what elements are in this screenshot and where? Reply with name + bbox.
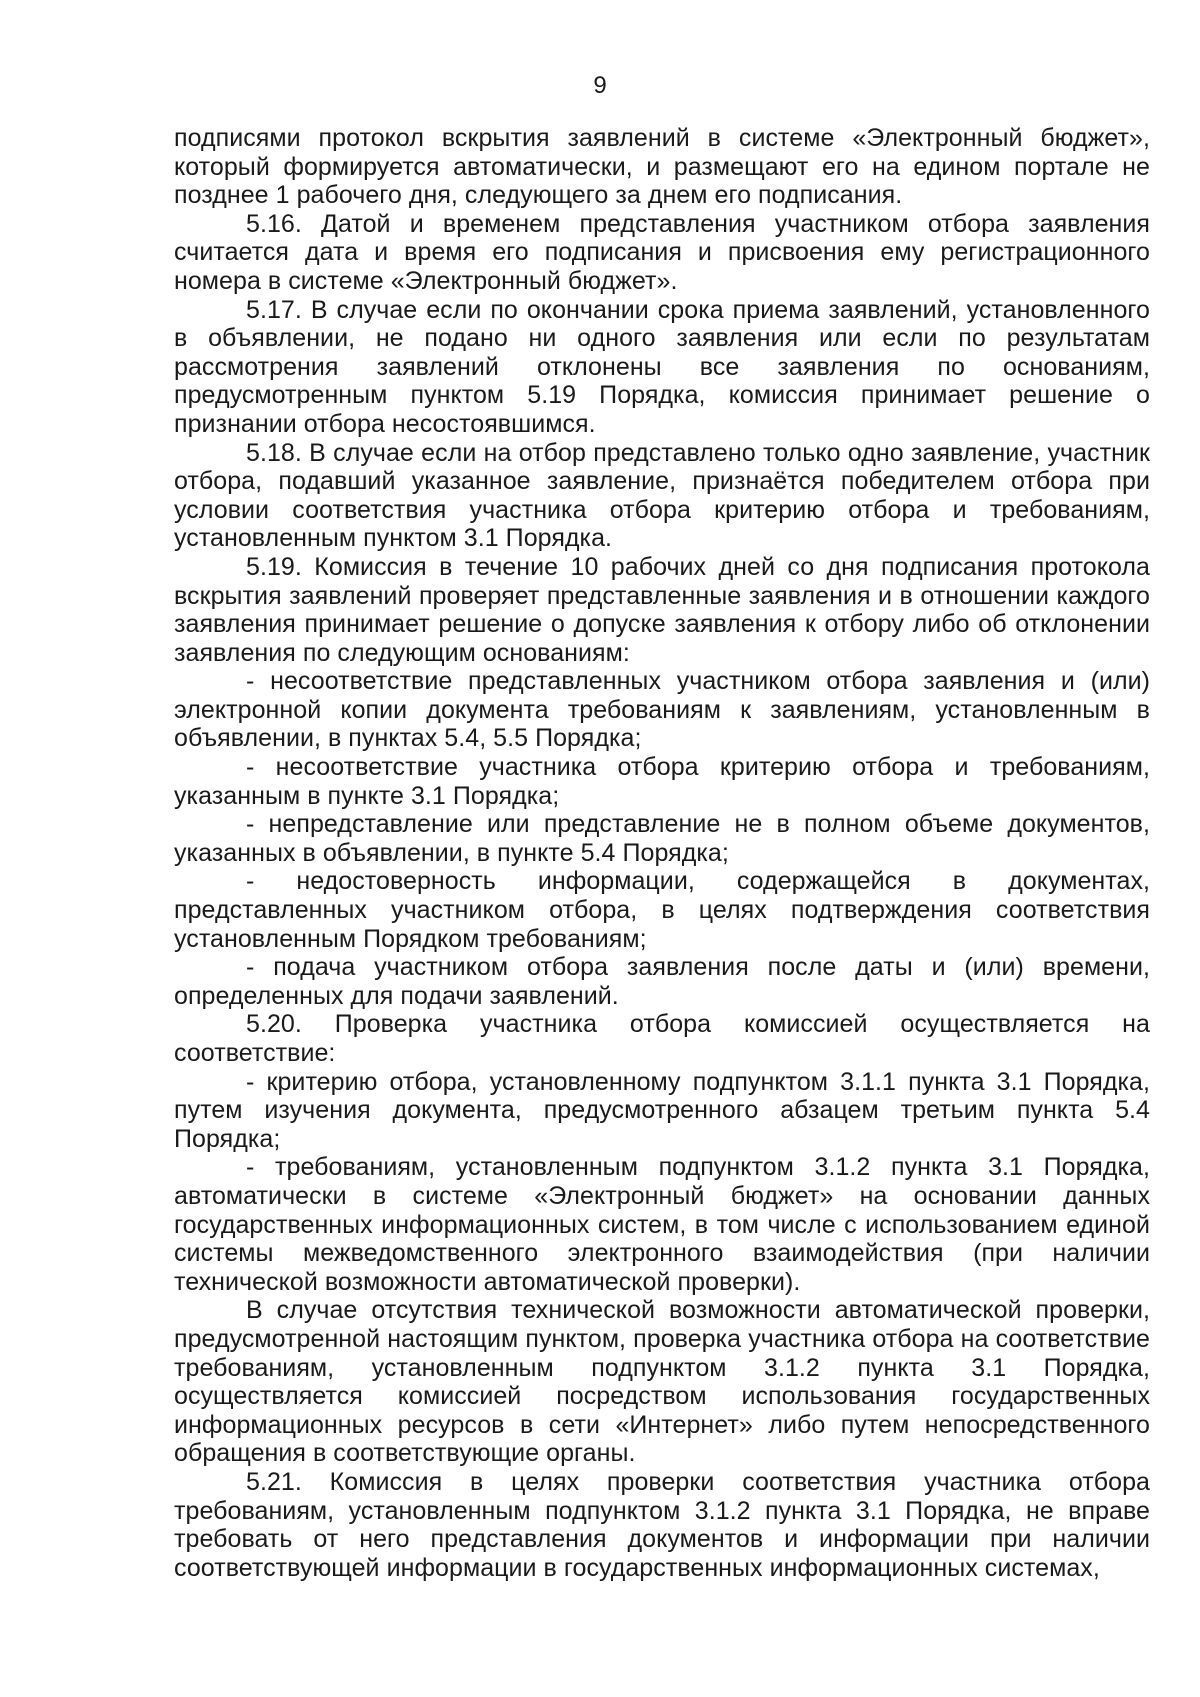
paragraph-5-18: 5.18. В случае если на отбор представлено только одно заявление, участник отбора, подавший указанное заявление, признаётся победителем отбора при условии соответствия участника отбора критерию отбора и требованиям, установленным пунктом 3.1 Порядка.	[174, 438, 1150, 553]
list-item-verification: - критерию отбора, установленному подпунктом 3.1.1 пункта 3.1 Порядка, путем изучения документа, предусмотренного абзацем третьим пункта 5.4 Порядка;	[174, 1067, 1150, 1153]
page-number: 9	[593, 72, 607, 99]
paragraph-5-20: 5.20. Проверка участника отбора комиссией осуществляется на соответствие:	[174, 1010, 1150, 1067]
list-item-rejection-reason: - непредставление или представление не в полном объеме документов, указанных в объявлении, в пункте 5.4 Порядка;	[174, 810, 1150, 867]
paragraph-continuation: подписями протокол вскрытия заявлений в системе «Электронный бюджет», который формируется автоматически, и размещают его на едином портале не позднее 1 рабочего дня, следующего за днем его подписания.	[174, 124, 1150, 210]
paragraph-5-17: 5.17. В случае если по окончании срока приема заявлений, установленного в объявлении, не подано ни одного заявления или если по результатам рассмотрения заявлений отклонены все заявления по основаниям, предусмотренным пунктом 5.19 Порядка, комиссия принимает решение о признании отбора несостоявшимся.	[174, 295, 1150, 438]
list-item-verification: - требованиям, установленным подпунктом 3.1.2 пункта 3.1 Порядка, автоматически в системе «Электронный бюджет» на основании данных государственных информационных систем, в том числе с использованием единой системы межведомственного электронного взаимодействия (при наличии технической возможности автоматической проверки).	[174, 1153, 1150, 1296]
list-item-rejection-reason: - несоответствие представленных участником отбора заявления и (или) электронной копии документа требованиям к заявлениям, установленным в объявлении, в пунктах 5.4, 5.5 Порядка;	[174, 667, 1150, 753]
list-item-rejection-reason: - несоответствие участника отбора критерию отбора и требованиям, указанным в пункте 3.1 Порядка;	[174, 753, 1150, 810]
list-item-rejection-reason: - подача участником отбора заявления после даты и (или) времени, определенных для подачи заявлений.	[174, 953, 1150, 1010]
paragraph-5-21: 5.21. Комиссия в целях проверки соответствия участника отбора требованиям, установленным подпунктом 3.1.2 пункта 3.1 Порядка, не вправе требовать от него представления документов и информации при наличии соответствующей информации в государственных информационных системах,	[174, 1467, 1150, 1582]
paragraph-manual-verification: В случае отсутствия технической возможности автоматической проверки, предусмотренной настоящим пунктом, проверка участника отбора на соответствие требованиям, установленным подпунктом 3.1.2 пункта 3.1 Порядка, осуществляется комиссией посредством использования государственных информационных ресурсов в сети «Интернет» либо путем непосредственного обращения в соответствующие органы.	[174, 1296, 1150, 1468]
paragraph-5-19: 5.19. Комиссия в течение 10 рабочих дней со дня подписания протокола вскрытия заявлений проверяет представленные заявления и в отношении каждого заявления принимает решение о допуске заявления к отбору либо об отклонении заявления по следующим основаниям:	[174, 552, 1150, 667]
document-body	[174, 124, 1150, 1582]
list-item-rejection-reason: - недостоверность информации, содержащейся в документах, представленных участником отбора, в целях подтверждения соответствия установленным Порядком требованиям;	[174, 867, 1150, 953]
paragraph-5-16: 5.16. Датой и временем представления участником отбора заявления считается дата и время его подписания и присвоения ему регистрационного номера в системе «Электронный бюджет».	[174, 209, 1150, 295]
